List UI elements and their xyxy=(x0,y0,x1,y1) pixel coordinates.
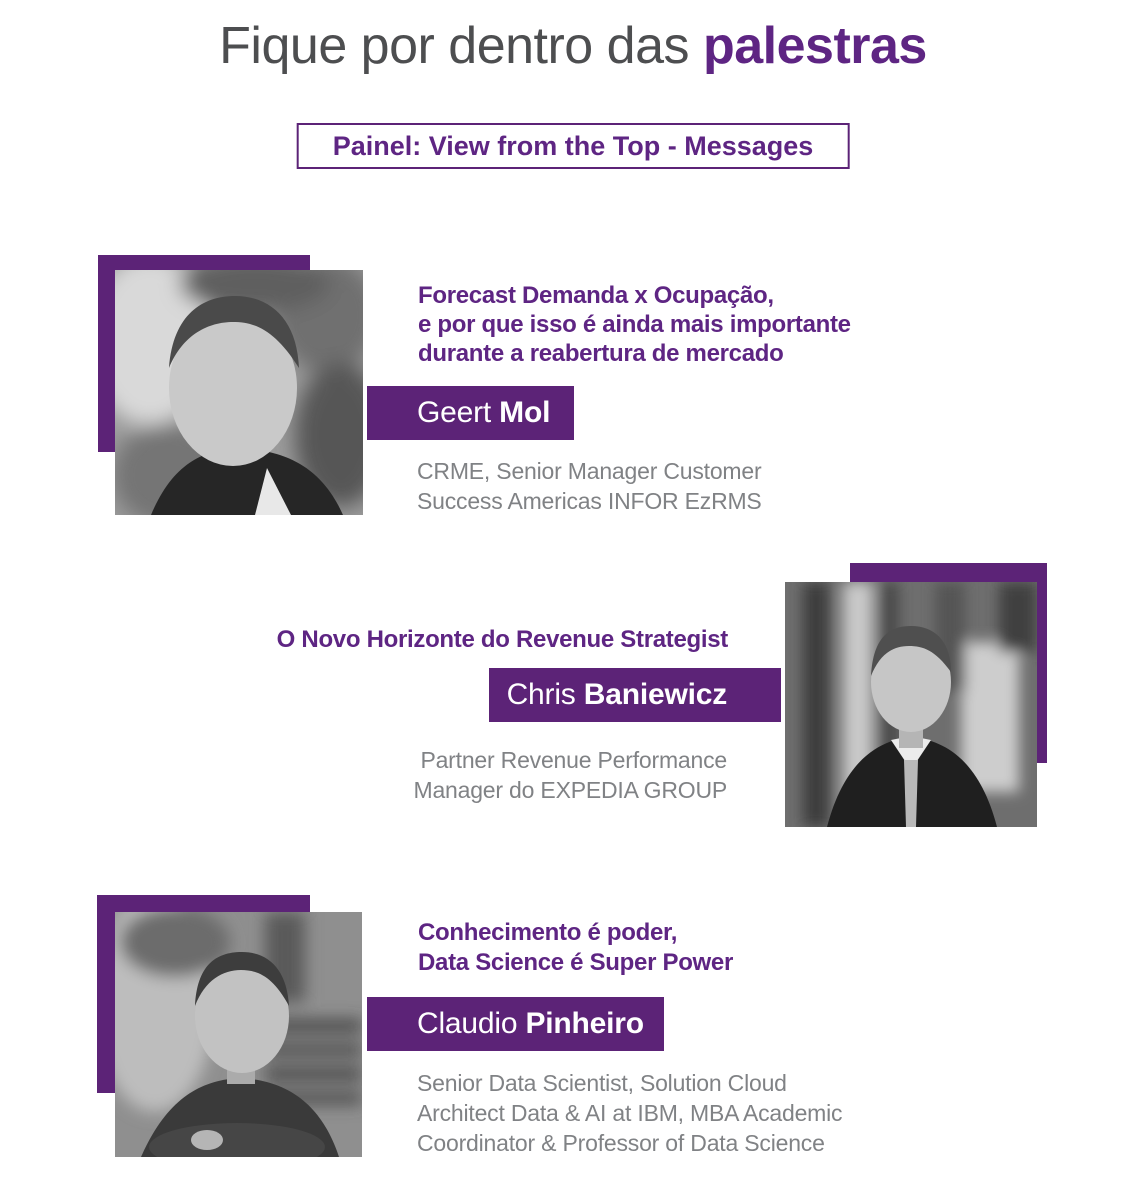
speaker-name-banner xyxy=(489,668,781,722)
speaker-name-banner xyxy=(367,386,574,440)
talk-title xyxy=(418,918,733,978)
talk-title-line: Forecast Demanda x Ocupação, xyxy=(418,282,774,309)
speaker-description-line: Success Americas INFOR EzRMS xyxy=(417,488,762,514)
speaker-description-line: CRME, Senior Manager Customer xyxy=(417,458,762,484)
speaker-description-line: Coordinator & Professor of Data Science xyxy=(417,1130,825,1156)
panel-label: Painel: View from the Top - Messages xyxy=(332,131,814,161)
speaker-name-banner xyxy=(367,997,664,1051)
speaker-first-name: Geert xyxy=(417,396,492,429)
talk-title-line: O Novo Horizonte do Revenue Strategist xyxy=(276,626,728,653)
panel-label-box xyxy=(297,123,850,169)
talk-title-line: Conhecimento é poder, xyxy=(418,919,678,946)
talk-title-line: e por que isso é ainda mais importante xyxy=(418,311,851,338)
speaker-description xyxy=(413,745,727,805)
page-title xyxy=(0,16,1146,76)
speaker-last-name: Mol xyxy=(499,396,551,429)
talk-title-line: Data Science é Super Power xyxy=(418,949,734,976)
speaker-description xyxy=(417,456,762,516)
speaker-last-name: Pinheiro xyxy=(525,1007,644,1040)
speaker-description xyxy=(417,1068,842,1158)
talk-title xyxy=(277,625,728,654)
photo-chris-baniewicz xyxy=(785,582,1037,827)
speaker-first-name: Chris xyxy=(506,678,576,711)
photo-claudio-pinheiro xyxy=(115,912,362,1157)
speaker-first-name: Claudio xyxy=(417,1007,518,1040)
speaker-description-line: Senior Data Scientist, Solution Cloud xyxy=(417,1070,787,1096)
photo-geert-mol xyxy=(115,270,363,515)
speaker-last-name: Baniewicz xyxy=(583,678,727,711)
speaker-description-line: Architect Data & AI at IBM, MBA Academic xyxy=(417,1100,843,1126)
talk-title xyxy=(418,281,851,368)
talk-title-line: durante a reabertura de mercado xyxy=(418,340,784,367)
speaker-description-line: Manager do EXPEDIA GROUP xyxy=(413,777,727,803)
page-title-regular: Fique por dentro das xyxy=(219,17,690,75)
page-title-highlight: palestras xyxy=(702,17,927,75)
speaker-description-line: Partner Revenue Performance xyxy=(420,747,727,773)
